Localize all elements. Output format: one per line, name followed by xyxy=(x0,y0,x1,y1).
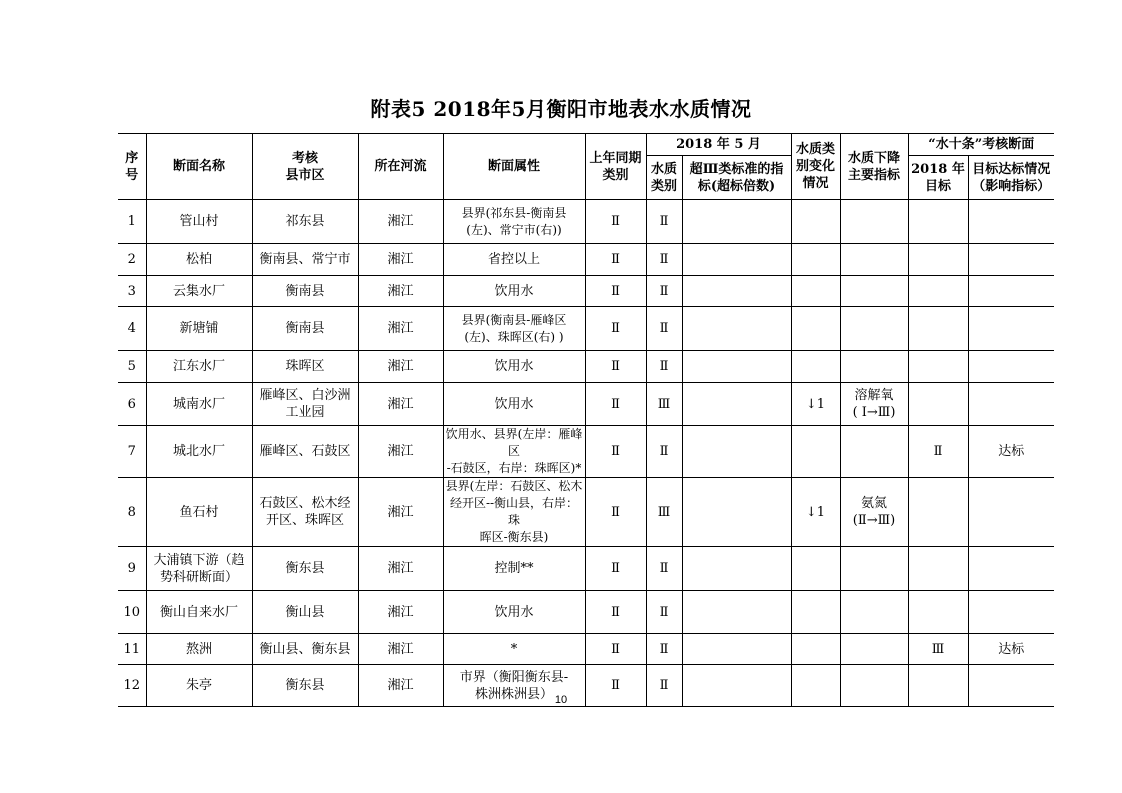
cell-seq: 6 xyxy=(118,383,146,426)
cell-last: Ⅱ xyxy=(585,634,646,665)
cell-seq: 10 xyxy=(118,591,146,634)
header-county: 考核 县市区 xyxy=(252,134,358,200)
cell-last: Ⅱ xyxy=(585,307,646,351)
cell-exceed xyxy=(682,547,791,591)
cell-last: Ⅱ xyxy=(585,478,646,547)
cell-county: 雁峰区、石鼓区 xyxy=(252,426,358,478)
cell-status: 达标 xyxy=(968,426,1054,478)
cell-target: Ⅱ xyxy=(908,426,968,478)
cell-last: Ⅱ xyxy=(585,426,646,478)
cell-name: 云集水厂 xyxy=(146,276,252,307)
cell-last: Ⅱ xyxy=(585,351,646,383)
cell-attr: 饮用水 xyxy=(443,351,585,383)
cell-status xyxy=(968,244,1054,276)
cell-seq: 3 xyxy=(118,276,146,307)
cell-exceed xyxy=(682,351,791,383)
cell-decline xyxy=(840,547,908,591)
cell-target xyxy=(908,276,968,307)
cell-exceed xyxy=(682,276,791,307)
cell-attr: 市界（衡阳衡东县- 株洲株洲县） xyxy=(443,665,585,707)
header-status: 目标达标情况 （影响指标） xyxy=(968,156,1054,200)
cell-decline xyxy=(840,307,908,351)
cell-exceed xyxy=(682,478,791,547)
cell-target xyxy=(908,307,968,351)
cell-status xyxy=(968,276,1054,307)
cell-change xyxy=(791,200,840,244)
cell-target xyxy=(908,591,968,634)
cell-status xyxy=(968,478,1054,547)
cell-last: Ⅱ xyxy=(585,244,646,276)
cell-cls: Ⅱ xyxy=(646,591,682,634)
cell-river: 湘江 xyxy=(358,547,443,591)
header-seq: 序 号 xyxy=(118,134,146,200)
cell-cls: Ⅱ xyxy=(646,634,682,665)
cell-attr: 饮用水 xyxy=(443,383,585,426)
cell-seq: 8 xyxy=(118,478,146,547)
cell-county: 衡山县 xyxy=(252,591,358,634)
cell-target xyxy=(908,351,968,383)
cell-change xyxy=(791,634,840,665)
cell-river: 湘江 xyxy=(358,665,443,707)
cell-decline: 溶解氧 ( Ⅰ→Ⅲ) xyxy=(840,383,908,426)
cell-exceed xyxy=(682,307,791,351)
table-row xyxy=(118,634,1054,665)
cell-seq: 5 xyxy=(118,351,146,383)
cell-county: 珠晖区 xyxy=(252,351,358,383)
cell-name: 朱亭 xyxy=(146,665,252,707)
cell-county: 衡山县、衡东县 xyxy=(252,634,358,665)
cell-change xyxy=(791,426,840,478)
table-row xyxy=(118,383,1054,426)
cell-name: 管山村 xyxy=(146,200,252,244)
cell-change xyxy=(791,351,840,383)
cell-river: 湘江 xyxy=(358,634,443,665)
cell-attr: 县界(祁东县-衡南县 (左)、常宁市(右)) xyxy=(443,200,585,244)
cell-last: Ⅱ xyxy=(585,200,646,244)
cell-status xyxy=(968,307,1054,351)
cell-exceed xyxy=(682,200,791,244)
header-target: 2018 年 目标 xyxy=(908,156,968,200)
cell-name: 鱼石村 xyxy=(146,478,252,547)
cell-decline xyxy=(840,426,908,478)
cell-attr: 饮用水、县界(左岸：雁峰区 -石鼓区，右岸：珠晖区)* xyxy=(443,426,585,478)
cell-decline xyxy=(840,634,908,665)
cell-decline xyxy=(840,200,908,244)
cell-county: 衡东县 xyxy=(252,665,358,707)
cell-target xyxy=(908,244,968,276)
cell-attr: 县界(左岸：石鼓区、松木 经开区--衡山县，右岸：珠 晖区-衡东县) xyxy=(443,478,585,547)
cell-exceed xyxy=(682,383,791,426)
cell-seq: 12 xyxy=(118,665,146,707)
table-row xyxy=(118,244,1054,276)
cell-cls: Ⅱ xyxy=(646,244,682,276)
cell-river: 湘江 xyxy=(358,383,443,426)
cell-last: Ⅱ xyxy=(585,665,646,707)
cell-change: ↓1 xyxy=(791,478,840,547)
cell-change: ↓1 xyxy=(791,383,840,426)
header-change: 水质类 别变化 情况 xyxy=(791,134,840,200)
cell-county: 衡东县 xyxy=(252,547,358,591)
cell-county: 衡南县 xyxy=(252,276,358,307)
cell-county: 衡南县 xyxy=(252,307,358,351)
cell-seq: 1 xyxy=(118,200,146,244)
cell-attr: 控制** xyxy=(443,547,585,591)
cell-last: Ⅱ xyxy=(585,276,646,307)
cell-target xyxy=(908,478,968,547)
cell-status xyxy=(968,547,1054,591)
cell-cls: Ⅱ xyxy=(646,547,682,591)
cell-change xyxy=(791,547,840,591)
cell-county: 衡南县、常宁市 xyxy=(252,244,358,276)
page-number: 10 xyxy=(554,694,568,706)
cell-cls: Ⅱ xyxy=(646,665,682,707)
cell-cls: Ⅲ xyxy=(646,478,682,547)
cell-cls: Ⅱ xyxy=(646,351,682,383)
cell-change xyxy=(791,276,840,307)
cell-decline: 氨氮 (Ⅱ→Ⅲ) xyxy=(840,478,908,547)
cell-cls: Ⅱ xyxy=(646,200,682,244)
cell-seq: 9 xyxy=(118,547,146,591)
cell-attr: * xyxy=(443,634,585,665)
cell-river: 湘江 xyxy=(358,244,443,276)
header-decline: 水质下降 主要指标 xyxy=(840,134,908,200)
table-row xyxy=(118,547,1054,591)
cell-county: 石鼓区、松木经 开区、珠晖区 xyxy=(252,478,358,547)
header-attr: 断面属性 xyxy=(443,134,585,200)
cell-status: 达标 xyxy=(968,634,1054,665)
cell-attr: 省控以上 xyxy=(443,244,585,276)
cell-target xyxy=(908,200,968,244)
table-row xyxy=(118,307,1054,351)
cell-river: 湘江 xyxy=(358,200,443,244)
cell-seq: 2 xyxy=(118,244,146,276)
cell-status xyxy=(968,383,1054,426)
cell-attr: 饮用水 xyxy=(443,276,585,307)
cell-seq: 7 xyxy=(118,426,146,478)
header-last-year: 上年同期 类别 xyxy=(585,134,646,200)
table-row xyxy=(118,276,1054,307)
cell-exceed xyxy=(682,634,791,665)
cell-exceed xyxy=(682,244,791,276)
cell-county: 祁东县 xyxy=(252,200,358,244)
cell-decline xyxy=(840,244,908,276)
cell-decline xyxy=(840,351,908,383)
cell-change xyxy=(791,307,840,351)
cell-exceed xyxy=(682,426,791,478)
cell-attr: 饮用水 xyxy=(443,591,585,634)
cell-status xyxy=(968,351,1054,383)
cell-name: 江东水厂 xyxy=(146,351,252,383)
cell-river: 湘江 xyxy=(358,307,443,351)
cell-county: 雁峰区、白沙洲 工业园 xyxy=(252,383,358,426)
cell-name: 城北水厂 xyxy=(146,426,252,478)
cell-exceed xyxy=(682,591,791,634)
cell-target xyxy=(908,383,968,426)
cell-name: 衡山自来水厂 xyxy=(146,591,252,634)
cell-river: 湘江 xyxy=(358,478,443,547)
table-row xyxy=(118,200,1054,244)
cell-change xyxy=(791,244,840,276)
table-row xyxy=(118,478,1054,547)
table-header xyxy=(118,134,1054,200)
cell-name: 新塘铺 xyxy=(146,307,252,351)
cell-status xyxy=(968,200,1054,244)
water-quality-table xyxy=(118,133,1054,707)
cell-decline xyxy=(840,591,908,634)
cell-cls: Ⅱ xyxy=(646,276,682,307)
header-exceed: 超Ⅲ类标准的指 标(超标倍数) xyxy=(682,156,791,200)
cell-river: 湘江 xyxy=(358,351,443,383)
header-may-group: 2018 年 5 月 xyxy=(646,134,791,156)
header-name: 断面名称 xyxy=(146,134,252,200)
cell-cls: Ⅱ xyxy=(646,426,682,478)
cell-river: 湘江 xyxy=(358,426,443,478)
cell-last: Ⅱ xyxy=(585,591,646,634)
cell-name: 大浦镇下游（趋 势科研断面） xyxy=(146,547,252,591)
table-body xyxy=(118,200,1054,707)
cell-status xyxy=(968,591,1054,634)
cell-target xyxy=(908,547,968,591)
table-row xyxy=(118,591,1054,634)
cell-name: 城南水厂 xyxy=(146,383,252,426)
table-title: 附表5 2018年5月衡阳市地表水水质情况 xyxy=(370,97,752,121)
cell-last: Ⅱ xyxy=(585,383,646,426)
cell-name: 熬洲 xyxy=(146,634,252,665)
cell-target: Ⅲ xyxy=(908,634,968,665)
cell-name: 松柏 xyxy=(146,244,252,276)
cell-attr: 县界(衡南县-雁峰区 (左)、珠晖区(右) ) xyxy=(443,307,585,351)
cell-last: Ⅱ xyxy=(585,547,646,591)
cell-seq: 11 xyxy=(118,634,146,665)
header-ten-group: “水十条”考核断面 xyxy=(908,134,1054,156)
cell-decline xyxy=(840,276,908,307)
cell-cls: Ⅲ xyxy=(646,383,682,426)
cell-cls: Ⅱ xyxy=(646,307,682,351)
cell-river: 湘江 xyxy=(358,591,443,634)
cell-seq: 4 xyxy=(118,307,146,351)
header-river: 所在河流 xyxy=(358,134,443,200)
header-wq-class: 水质 类别 xyxy=(646,156,682,200)
cell-change xyxy=(791,591,840,634)
table-row xyxy=(118,351,1054,383)
table-row xyxy=(118,426,1054,478)
cell-river: 湘江 xyxy=(358,276,443,307)
